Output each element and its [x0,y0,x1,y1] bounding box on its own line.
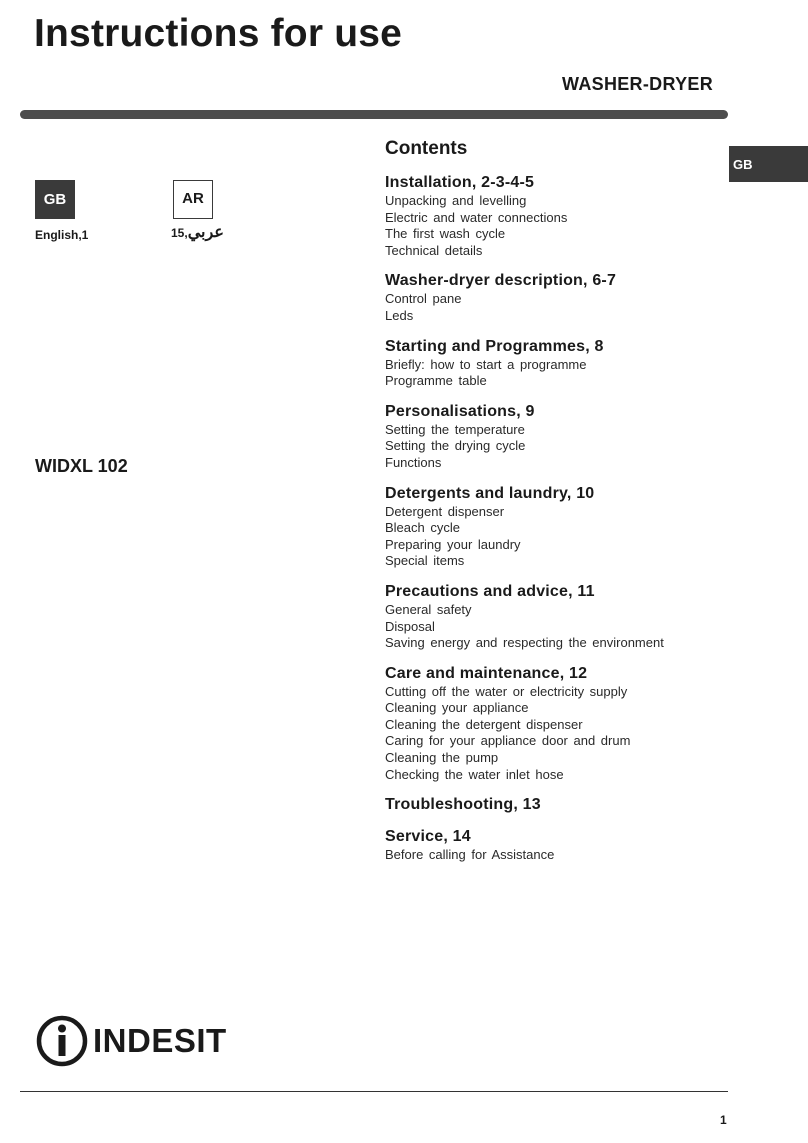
model-number: WIDXL 102 [35,456,128,476]
language-label-ar-page: ,15 [171,226,188,240]
contents-section-title[interactable]: Starting and Programmes, 8 [385,337,604,355]
contents-section [385,827,725,864]
contents-section [385,795,725,815]
contents-heading: Contents [385,138,468,159]
contents-item[interactable]: Briefly: how to start a programme [385,356,587,372]
bottom-divider [20,1091,728,1092]
contents-sections [385,173,725,864]
contents-item[interactable]: Programme table [385,373,487,389]
contents-item[interactable]: Preparing your laundry [385,536,521,552]
page-title: Instructions for use [34,12,403,55]
contents-item[interactable]: Leds [385,307,414,323]
contents-item[interactable]: Unpacking and levelling [385,193,527,208]
contents-section-title[interactable]: Care and maintenance, 12 [385,664,588,682]
contents-item[interactable]: Special items [385,553,465,569]
brand-logo [35,1014,227,1068]
contents-item[interactable]: Setting the drying cycle [385,438,526,454]
contents-item[interactable]: Disposal [385,618,435,634]
contents-section [385,582,725,652]
contents-section [385,173,725,259]
language-badge-gb[interactable]: GB [35,180,75,219]
contents-item[interactable]: Technical details [385,242,483,258]
contents-item[interactable]: Setting the temperature [385,421,525,437]
language-label-ar[interactable] [171,222,224,242]
language-label-ar-text: عربي [187,224,224,241]
contents-item[interactable]: Caring for your appliance door and drum [385,733,631,749]
top-divider [20,110,728,119]
page-number: 1 [720,1113,727,1127]
product-type: WASHER-DRYER [562,74,713,94]
brand-name: INDESIT [93,1022,227,1059]
contents-item[interactable]: Electric and water connections [385,209,568,225]
contents-item[interactable]: Functions [385,454,442,470]
contents-item[interactable]: Detergent dispenser [385,503,505,519]
contents-section-title[interactable]: Washer-dryer description, 6-7 [385,272,617,290]
contents-item[interactable]: Cleaning the detergent dispenser [385,716,583,732]
contents-section [385,484,725,570]
contents-section-title[interactable]: Troubleshooting, 13 [385,796,541,814]
language-badge-ar[interactable]: AR [173,180,213,219]
contents-item[interactable]: Saving energy and respecting the environment [385,635,664,651]
indesit-logo-icon [35,1014,89,1068]
contents-item[interactable]: General safety [385,601,472,617]
contents-section [385,271,725,324]
contents-section-title[interactable]: Detergents and laundry, 10 [385,484,595,502]
contents-item[interactable]: Cutting off the water or electricity supply [385,683,628,699]
contents-section-title[interactable]: Personalisations, 9 [385,402,535,420]
contents-item[interactable]: Cleaning your appliance [385,700,529,716]
table-of-contents [385,138,725,876]
contents-item[interactable]: Checking the water inlet hose [385,766,564,782]
contents-section-title[interactable]: Service, 14 [385,828,471,846]
contents-section-title[interactable]: Installation, 2-3-4-5 [385,174,535,191]
contents-section [385,402,725,472]
contents-item[interactable]: Bleach cycle [385,520,460,536]
contents-section [385,337,725,390]
language-side-tab: GB [729,146,808,182]
contents-item[interactable]: Before calling for Assistance [385,847,555,863]
language-label-gb[interactable]: English,1 [35,228,89,242]
contents-item[interactable]: Cleaning the pump [385,750,499,766]
contents-item[interactable]: Control pane [385,291,462,307]
contents-item[interactable]: The first wash cycle [385,226,506,242]
contents-section [385,664,725,784]
contents-section-title[interactable]: Precautions and advice, 11 [385,582,595,600]
